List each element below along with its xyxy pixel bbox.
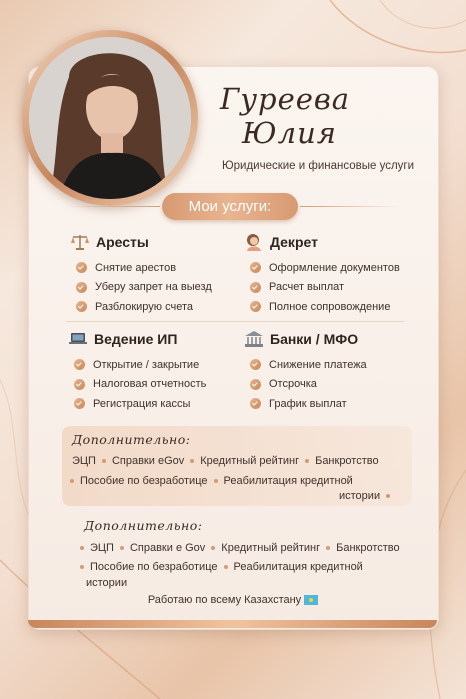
list-item: Регистрация кассы [68,394,206,414]
check-icon [76,301,87,312]
section-divider [66,321,404,322]
list-item: Разблокирую счета [70,297,212,317]
list-item: График выплат [244,394,367,414]
section-title: Декрет [270,234,318,250]
card-bottom-border [28,620,437,628]
section-banks [244,330,367,414]
check-icon [250,359,261,370]
section-ip [68,330,206,414]
profile-photo [29,37,191,199]
check-icon [74,398,85,409]
list-item: Уберу запрет на выезд [70,278,212,298]
extra-tags-1b: Пособие по безработице Реабилитация кредитной [64,473,353,490]
check-icon [76,282,87,293]
services-line-right [300,206,400,207]
section-arrests [70,233,212,317]
laptop-icon [68,330,88,348]
section-title: Ведение ИП [94,331,178,347]
check-icon [250,282,261,293]
section-title: Банки / МФО [270,331,359,347]
footer-text: Работаю по всему Казахстану [0,594,466,606]
extra-tags-2: ЭЦП Справки e Gov Кредитный рейтинг Банкротство [74,540,400,557]
extra-tags-1: ЭЦП Справки eGov Кредитный рейтинг Банкротство [72,455,379,467]
check-icon [250,262,261,273]
scales-icon [70,233,90,251]
mother-baby-icon [244,233,264,251]
name-first-line: Гуреева [220,82,351,116]
extra-tags-2b: Пособие по безработице Реабилитация кредитной [74,559,363,576]
kazakhstan-flag-icon [304,595,318,605]
check-icon [250,301,261,312]
list-item: Снижение платежа [244,355,367,375]
services-heading: Мои услуги: [162,193,298,220]
list-item: Оформление документов [244,258,400,278]
extra-title-1: Дополнительно: [72,432,191,447]
extra-tags-2c: истории [86,577,128,589]
list-item: Открытие / закрытие [68,355,206,375]
list-item: Отсрочка [244,375,367,395]
list-item: Полное сопровождение [244,297,400,317]
section-maternity [244,233,400,317]
section-title: Аресты [96,234,149,250]
name-second-line: Юлия [242,116,337,150]
extra-tags-1c: истории [339,488,396,505]
list-item: Налоговая отчетность [68,375,206,395]
check-icon [74,379,85,390]
list-item: Расчет выплат [244,278,400,298]
bank-icon [244,330,264,348]
check-icon [76,262,87,273]
list-item: Снятие арестов [70,258,212,278]
services-line-left [66,206,160,207]
page-subtitle: Юридические и финансовые услуги [222,160,415,172]
check-icon [74,359,85,370]
check-icon [250,379,261,390]
check-icon [250,398,261,409]
extra-title-2: Дополнительно: [84,518,203,533]
